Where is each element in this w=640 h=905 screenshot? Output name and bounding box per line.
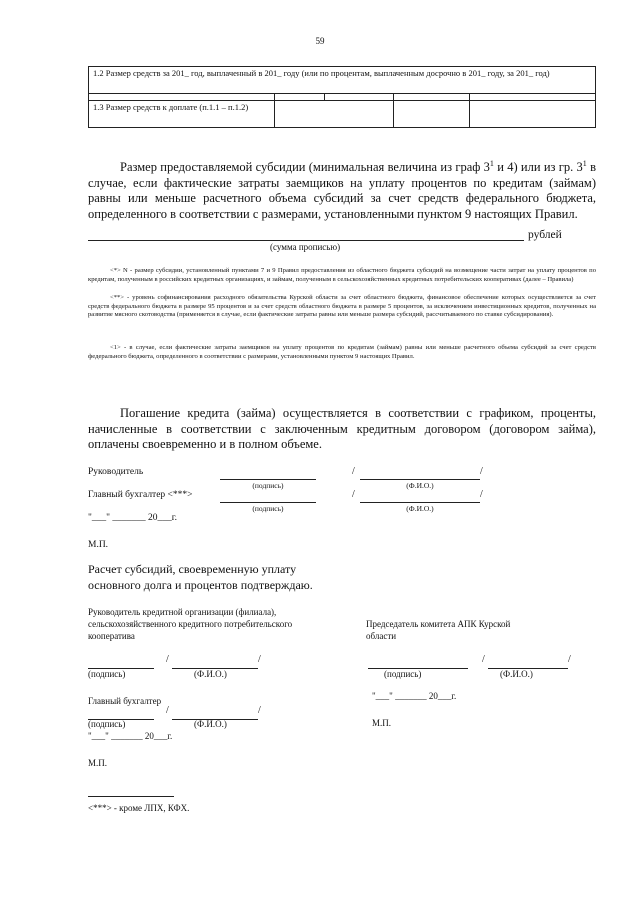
table-cell bbox=[324, 94, 394, 101]
signature-caption: (подпись) bbox=[88, 719, 126, 729]
table-row bbox=[89, 67, 596, 94]
subsidy-text-3: в случае, если фактические затраты заемщиков на уплату процентов по кредитам (займам) равны или меньше расчетного объема субсидий за счет средств федерального бюджета, определенного в соответствии с размерами, установленными пунктом 9 настоящих Правил. bbox=[88, 160, 596, 221]
slash: / bbox=[166, 705, 169, 716]
signature-caption: (подпись) bbox=[88, 669, 126, 679]
table-cell bbox=[89, 94, 275, 101]
fio-line bbox=[360, 479, 480, 480]
signature-caption: (подпись) bbox=[252, 481, 284, 490]
slash: / bbox=[166, 654, 169, 665]
superscript: 1 bbox=[489, 159, 494, 168]
chief-accountant-label: Главный бухгалтер <***> bbox=[88, 490, 193, 500]
slash: / bbox=[352, 466, 355, 477]
table-cell: 1.3 Размер средств к доплате (п.1.1 – п.1.2) bbox=[89, 101, 275, 128]
table-row bbox=[89, 94, 596, 101]
slash: / bbox=[258, 654, 261, 665]
fio-caption: (Ф.И.О.) bbox=[406, 481, 434, 490]
date-line: "___" _______ 20___г. bbox=[88, 731, 173, 741]
footnote-divider bbox=[88, 796, 174, 797]
repayment-paragraph: Погашение кредита (займа) осуществляется в соответствии с графиком, проценты, начисленные в соответствии с заключенным кредитным договором (договором займа), оплачены своевременно и в полном объеме. bbox=[88, 406, 596, 451]
fio-line bbox=[360, 502, 480, 503]
head-label: Руководитель bbox=[88, 467, 144, 477]
subsidy-text-1: Размер предоставляемой субсидии (минимальная величина из граф 3 bbox=[120, 160, 490, 175]
rub-label: рублей bbox=[528, 229, 562, 241]
stamp-place: М.П. bbox=[88, 540, 109, 550]
signature-caption: (подпись) bbox=[252, 504, 284, 513]
stamp-place: М.П. bbox=[88, 758, 108, 768]
sum-caption: (сумма прописью) bbox=[270, 242, 341, 252]
subsidy-paragraph bbox=[88, 156, 596, 222]
table-cell: 1.2 Размер средств за 201_ год, выплаченный в 201_ году (или по процентам, выплаченным досрочно в 201_ году, за 201_ год) bbox=[89, 67, 596, 94]
date-line: "___" _______ 20___г. bbox=[372, 691, 457, 701]
fio-caption: (Ф.И.О.) bbox=[194, 669, 227, 679]
signature-caption: (подпись) bbox=[384, 669, 422, 679]
signature-line bbox=[220, 502, 316, 503]
fio-caption: (Ф.И.О.) bbox=[194, 719, 227, 729]
slash: / bbox=[480, 466, 483, 477]
slash: / bbox=[258, 705, 261, 716]
table-cell bbox=[274, 94, 324, 101]
credit-org-head-label: Руководитель кредитной организации (филиала), сельскохозяйственного кредитного потребительского кооператива bbox=[88, 607, 293, 641]
slash: / bbox=[480, 489, 483, 500]
fio-caption: (Ф.И.О.) bbox=[500, 669, 533, 679]
sum-in-words-line bbox=[88, 240, 524, 241]
footnote: <***> - кроме ЛПХ, КФХ. bbox=[88, 803, 190, 813]
slash: / bbox=[482, 654, 485, 665]
slash: / bbox=[568, 654, 571, 665]
note-one: <1> - в случае, если фактические затраты заемщиков на уплату процентов по кредитам (займам) равны или меньше расчетного объема субсидий за счет средств федерального бюджета, определенного в соответствии с размерами, установленными пунктом 9 настоящих Правил. bbox=[88, 344, 596, 360]
subsidy-table bbox=[88, 66, 596, 128]
table-cell bbox=[394, 94, 470, 101]
slash: / bbox=[352, 489, 355, 500]
table-cell bbox=[394, 101, 470, 128]
committee-head-label: Председатель комитета АПК Курской области bbox=[366, 619, 511, 641]
fio-caption: (Ф.И.О.) bbox=[406, 504, 434, 513]
table-row bbox=[89, 101, 596, 128]
signature-line bbox=[220, 479, 316, 480]
table-cell bbox=[274, 101, 394, 128]
note-n: <*> N - размер субсидии, установленный пунктами 7 и 9 Правил предоставления из областного бюджета субсидий на возмещение части затрат на уплату процентов по кредитам, полученным в российских кредитных организациях, и займам, полученным в сельскохозяйственных кредитных потребительских кооперативах (далее – Правила) bbox=[88, 267, 596, 283]
note-double-star: <**> - уровень софинансирования расходного обязательства Курской области за счет областного бюджета, финансовое обеспечение которых осуществляется за счет средств федерального бюджета в размере 95 процентов и за счет средств областного бюджета в размере 5 процентов, за исключением инвестиционных кредитов, полученных на развитие мясного скотоводства (применяется в случае, если фактические затраты равны или меньше размера субсидий, рассчитываемого по ставке субсидирования). bbox=[88, 294, 596, 319]
confirmation-text: Расчет субсидий, своевременную уплату основного долга и процентов подтверждаю. bbox=[88, 562, 313, 592]
superscript: 1 bbox=[582, 159, 587, 168]
chief-accountant-label: Главный бухгалтер bbox=[88, 696, 162, 706]
table-cell bbox=[470, 94, 596, 101]
subsidy-text-2: и 4) или из гр. 3 bbox=[493, 160, 583, 175]
page-number: 59 bbox=[315, 36, 325, 46]
table-cell bbox=[470, 101, 596, 128]
stamp-place: М.П. bbox=[372, 718, 392, 728]
date-line: "___" _______ 20___г. bbox=[88, 513, 177, 523]
